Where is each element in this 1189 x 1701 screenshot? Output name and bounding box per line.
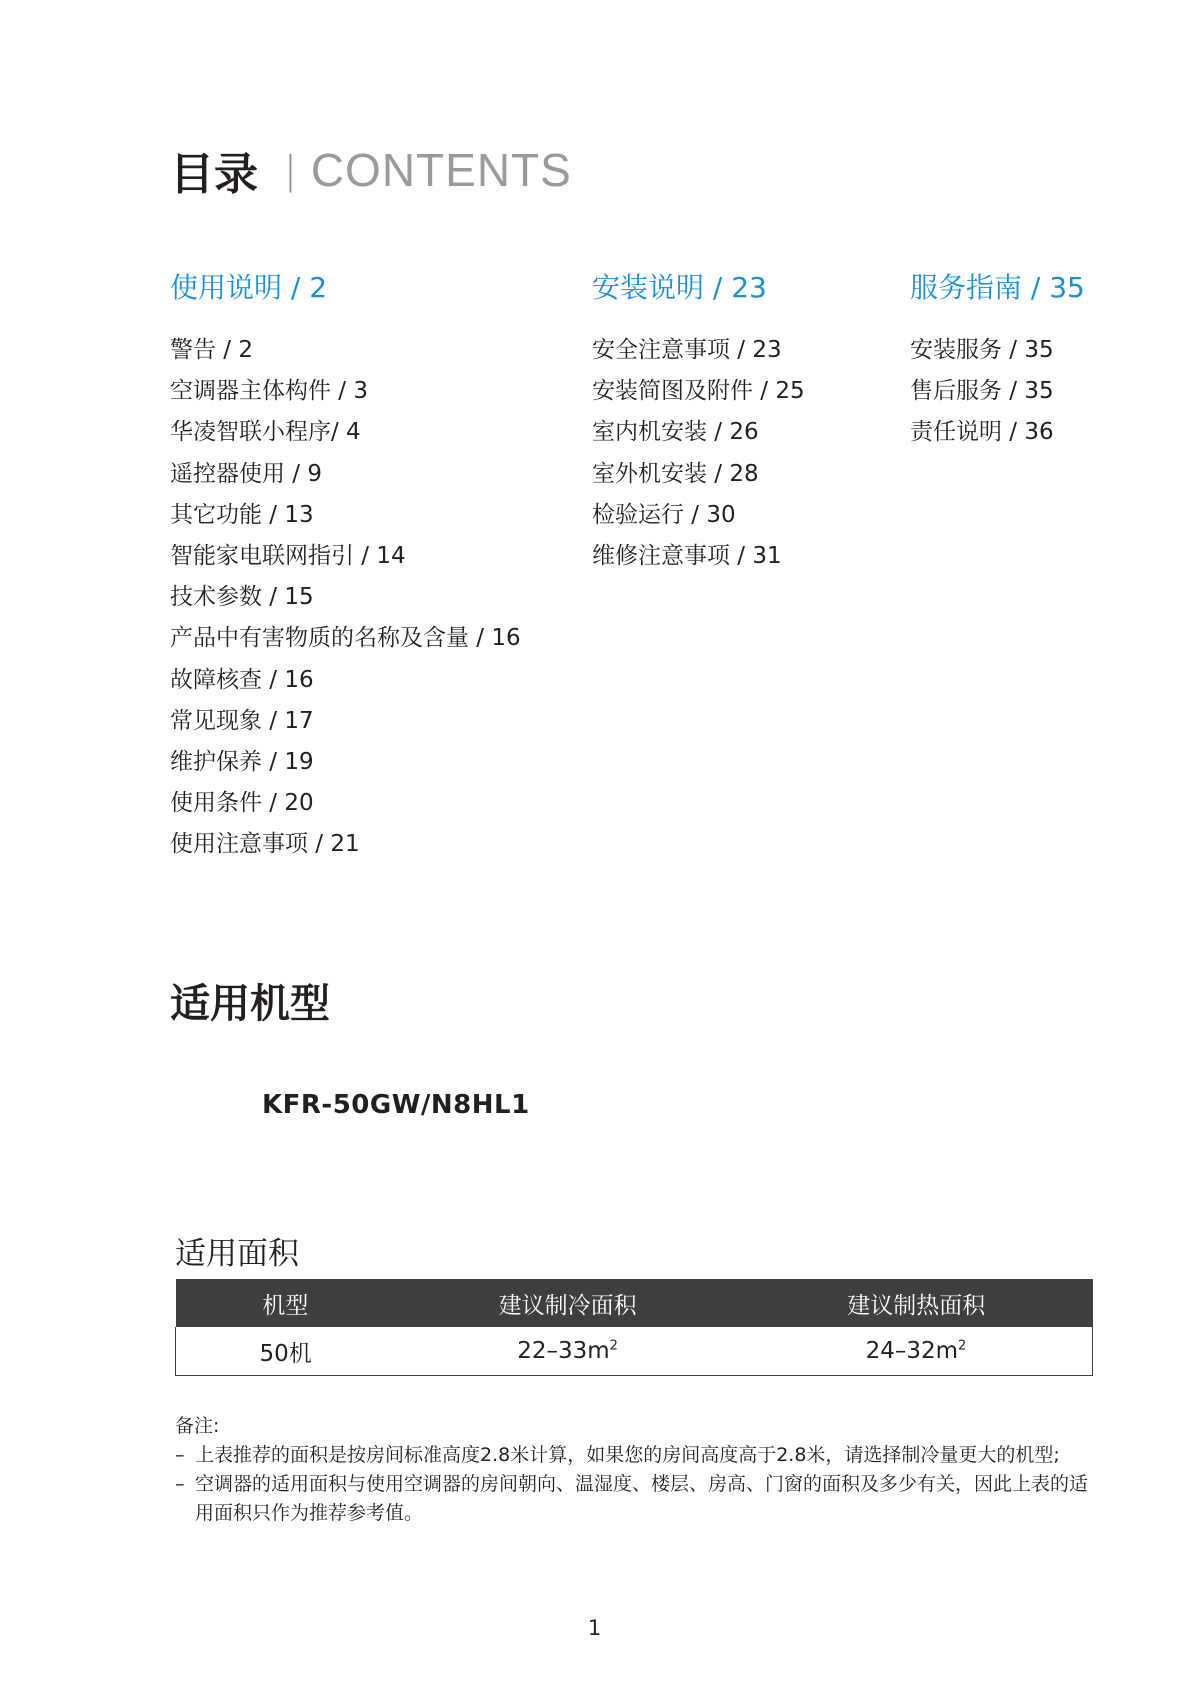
toc-item[interactable]: 警告 / 2 — [170, 337, 254, 363]
toc-item[interactable]: 产品中有害物质的名称及含量 / 16 — [170, 625, 521, 652]
toc-list-installation — [592, 330, 805, 577]
toc-item[interactable]: 故障核查 / 16 — [170, 666, 314, 693]
table-cell-model: 50机 — [176, 1327, 396, 1376]
toc-heading-usage[interactable]: 使用说明 / 2 — [170, 271, 328, 304]
page-title — [170, 140, 572, 200]
toc-item[interactable]: 技术参数 / 15 — [170, 584, 314, 611]
toc-item[interactable]: 维修注意事项 / 31 — [592, 542, 782, 569]
model-name: KFR-50GW/N8HL1 — [262, 1090, 530, 1120]
toc-item[interactable]: 室外机安装 / 28 — [592, 460, 759, 487]
toc-item[interactable]: 其它功能 / 13 — [170, 501, 314, 528]
toc-item[interactable]: 责任说明 / 36 — [910, 419, 1054, 446]
column-header: 机型 — [176, 1279, 396, 1327]
column-header: 建议制热面积 — [740, 1279, 1093, 1327]
page-number: 1 — [587, 1616, 602, 1640]
toc-column-usage — [170, 268, 521, 865]
toc-item[interactable]: 安装简图及附件 / 25 — [592, 378, 805, 405]
toc-item[interactable]: 安装服务 / 35 — [910, 337, 1054, 363]
table-cell-heating-area: $24-32m^2$ — [740, 1327, 1093, 1376]
toc-heading-service[interactable]: 服务指南 / 35 — [910, 271, 1085, 304]
toc-item[interactable]: 空调器主体构件 / 3 — [170, 378, 369, 405]
unit-superscript: 2 — [609, 1338, 618, 1354]
toc-item[interactable]: 智能家电联网指引 / 14 — [170, 542, 406, 569]
note-dash: – — [175, 1444, 185, 1466]
toc-item[interactable]: 安全注意事项 / 23 — [592, 337, 782, 363]
title-english: CONTENTS — [310, 144, 572, 196]
area-heading: 适用面积 — [175, 1236, 299, 1272]
title-separator: | — [284, 148, 297, 192]
toc-item[interactable]: 检验运行 / 30 — [592, 501, 736, 528]
note-item — [175, 1470, 1100, 1528]
toc-list-usage — [170, 330, 521, 865]
toc-item[interactable]: 常见现象 / 17 — [170, 707, 314, 734]
notes — [175, 1412, 1100, 1528]
column-header: 建议制冷面积 — [395, 1279, 740, 1327]
toc-heading-installation[interactable]: 安装说明 / 23 — [592, 271, 767, 304]
note-text: 上表推荐的面积是按房间标准高度2.8米计算，如果您的房间高度高于2.8米，请选择制冷量更大的机型; — [195, 1444, 1060, 1466]
toc-item[interactable]: 使用注意事项 / 21 — [170, 831, 360, 858]
toc-item[interactable]: 使用条件 / 20 — [170, 790, 314, 817]
note-dash: – — [175, 1473, 185, 1495]
title-chinese: 目录 — [170, 149, 258, 200]
notes-heading: 备注: — [175, 1415, 220, 1437]
toc-item[interactable]: 遥控器使用 / 9 — [170, 460, 323, 487]
note-text: 空调器的适用面积与使用空调器的房间朝向、温湿度、楼层、房高、门窗的面积及多少有关，因此上表的适用面积只作为推荐参考值。 — [195, 1473, 1089, 1524]
models-heading: 适用机型 — [170, 981, 330, 1027]
unit-superscript: 2 — [958, 1338, 967, 1354]
toc-column-service — [910, 268, 1085, 454]
toc-item[interactable]: 室内机安装 / 26 — [592, 419, 759, 446]
table-header-row — [176, 1279, 1093, 1327]
toc-item[interactable]: 华凌智联小程序/ 4 — [170, 419, 361, 446]
table-cell-cooling-area: $22-33m^2$ — [395, 1327, 740, 1376]
note-item — [175, 1441, 1100, 1470]
toc-item[interactable]: 维护保养 / 19 — [170, 748, 314, 775]
area-table — [175, 1279, 1093, 1376]
table-row — [176, 1327, 1093, 1376]
toc-column-installation — [592, 268, 805, 577]
toc-list-service — [910, 330, 1085, 454]
toc-item[interactable]: 售后服务 / 35 — [910, 378, 1054, 405]
